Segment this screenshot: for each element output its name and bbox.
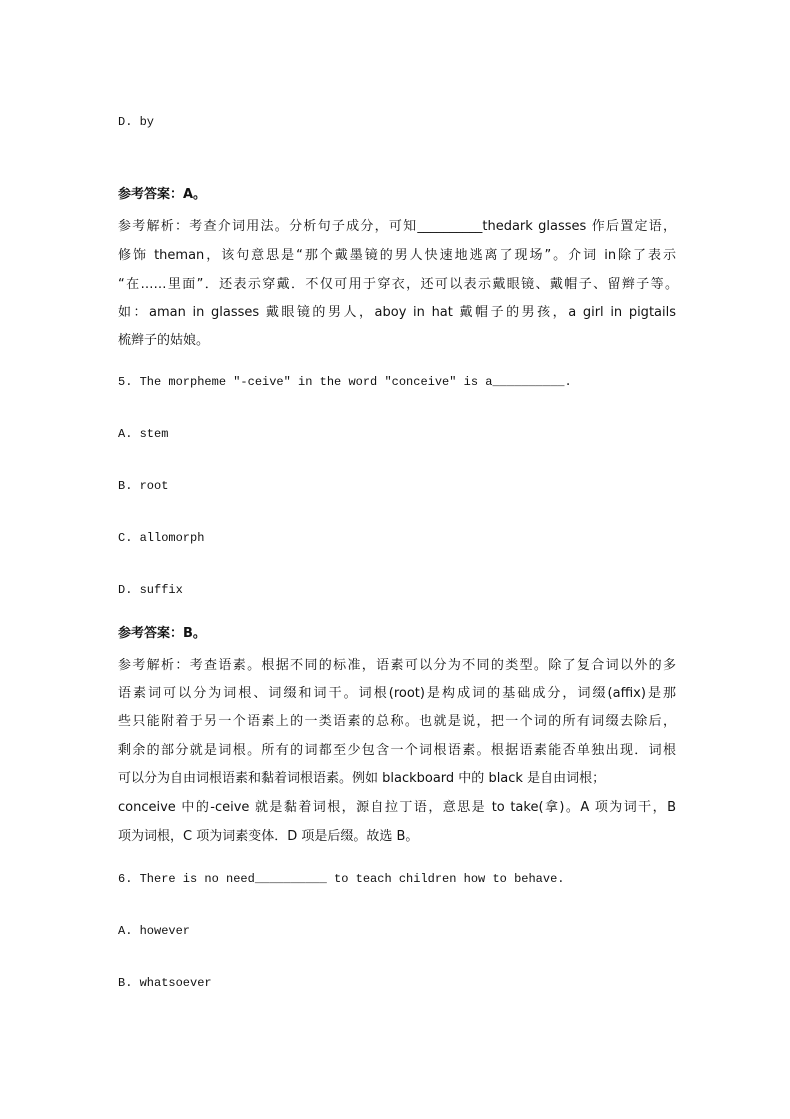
q5-question: 5. The morpheme "-ceive" in the word "conceive" is a__________.	[118, 375, 572, 389]
q5-analysis-line: 项为词根，C 项为词素变体．D 项是后缀。故选 B。	[118, 829, 419, 844]
q4-option-d: D. by	[118, 115, 155, 129]
q5-option-b: B. root	[118, 479, 169, 493]
q5-analysis-line: 剩余的部分就是词根。所有的词都至少包含一个词根语素。根据语素能否单独出现．词根	[118, 743, 676, 758]
q4-analysis-line: 如：aman in glasses 戴眼镜的男人，aboy in hat 戴帽子的男孩，a girl in pigtails	[118, 305, 676, 320]
q5-analysis-line: conceive 中的-ceive 就是黏着词根，源自拉丁语，意思是 to take(拿)。A 项为词干，B	[118, 800, 676, 815]
q4-analysis-line: “在……里面”．还表示穿戴．不仅可用于穿衣，还可以表示戴眼镜、戴帽子、留辫子等。	[118, 277, 678, 292]
q6-question: 6. There is no need__________ to teach children how to behave.	[118, 872, 565, 886]
q5-analysis-line: 可以分为自由词根语素和黏着词根语素。例如 blackboard 中的 black 是自由词根；	[118, 771, 606, 786]
q5-analysis-line: 参考解析：考查语素。根据不同的标准，语素可以分为不同的类型。除了复合词以外的多	[118, 658, 676, 673]
q5-answer-label: 参考答案：B。	[118, 626, 206, 641]
q4-analysis-line: 修饰 theman，该句意思是“那个戴墨镜的男人快速地逃离了现场”。介词 in除了表示	[118, 248, 676, 263]
q6-option-a: A. however	[118, 924, 191, 938]
q4-analysis-line: 梳辫子的姑娘。	[118, 333, 210, 348]
q4-answer-label: 参考答案：A。	[118, 187, 207, 202]
q5-analysis-line: 些只能附着于另一个语素上的一类语素的总称。也就是说，把一个词的所有词缀去除后，	[118, 714, 676, 729]
q5-option-d: D. suffix	[118, 583, 183, 597]
q6-option-b: B. whatsoever	[118, 976, 212, 990]
q5-option-c: C. allomorph	[118, 531, 205, 545]
q5-option-a: A. stem	[118, 427, 169, 441]
q4-analysis-line: 参考解析：考查介词用法。分析句子成分，可知__________thedark glasses 作后置定语，	[118, 219, 676, 234]
q5-analysis-line: 语素词可以分为词根、词缀和词干。词根(root)是构成词的基础成分，词缀(affix)是那	[118, 686, 676, 701]
